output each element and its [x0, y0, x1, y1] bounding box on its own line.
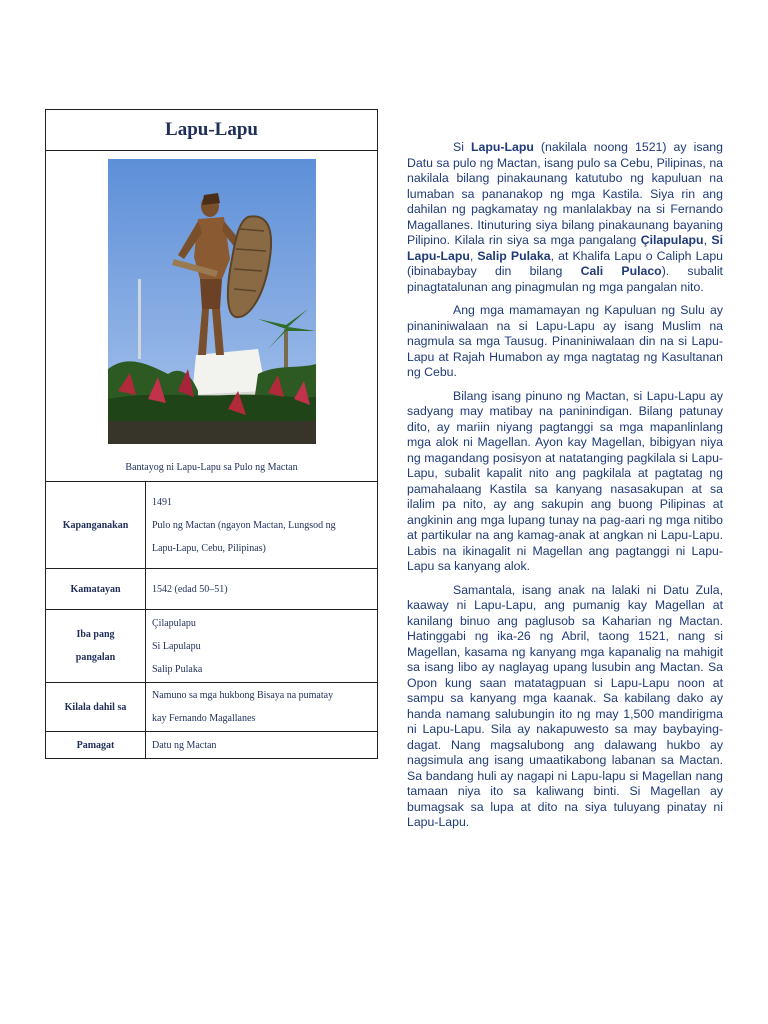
bold-name: Çilapulapu [640, 233, 704, 247]
row-value: Salip Pulaka [152, 663, 203, 675]
row-label: Kapanganakan [46, 482, 146, 568]
row-values [146, 683, 377, 731]
infobox-row-known-for [46, 683, 377, 732]
row-value: Çilapulapu [152, 617, 196, 629]
text-run: , [469, 248, 478, 263]
text-run: (nakilala noong 1521) ay isang Datu sa pulo ng Mactan, isang pulo sa Cebu, Pilipinas, na nakilala bilang pinakaunang katutubo ng kapuluan na lumaban sa pananakop ng mga Kastila. Siya rin ang dahilan ng pagkamatay ng manlalakbay na si Fernando Magallanes. Itinuturing siya bilang pinakaunang bayaning Pilipino. Kilala rin siya sa mga pangalang [407, 140, 723, 247]
row-values [146, 482, 377, 568]
row-label: Kamatayan [46, 569, 146, 609]
row-label-line: pangalan [75, 652, 116, 663]
row-value: Pulo ng Mactan (ngayon Mactan, Lungsod ng [152, 519, 336, 531]
bold-name: Salip Pulaka [477, 248, 551, 263]
statue-photo [108, 159, 316, 444]
row-label-line: Iba pang [76, 629, 115, 640]
row-value: Si Lapulapu [152, 640, 201, 652]
infobox-image-cell [46, 151, 377, 482]
text-run: ). subalit pinagtatalunan ang pinagmulan ng mga pangalan nito. [407, 264, 723, 294]
row-value: 1491 [152, 496, 172, 508]
infobox-row-other-names [46, 610, 377, 683]
paragraph-intro [407, 140, 723, 295]
paragraph-battle: Samantala, isang anak na lalaki ni Datu Zula, kaaway ni Lapu-Lapu, ang pumanig kay Magellan at kanilang binuo ang paglusob sa Kaharian ng Mactan. Hatinggabi ng ika-26 ng Abril, taong 1521, nang si Magellan, kasama ng kanyang mga kapanalig na mahigit sa isang libo ay naglayag upang lusubin ang Mactan. Sa Opon kung saan matatagpuan si Lapu-Lapu noon at sampu sa kanyang mga kaanak. Sa kabilang dako ay handa namang salubungin ito ng may 1,500 mandirigma ni Lapu-Lapu. Sila ay nakapuwesto sa may baybaying-dagat. Nang magsalubong ang dalawang hukbo ay nagsimula ang isang umaatikabong labanan sa Mactan. Sa bandang huli ay nagapi ni Lapu-lapu si Magellan nang tamaan niya ito sa kaliwang binti. Si Magellan ay bumagsak sa lupa at dito na siya tuluyang pinatay ni Lapu-Lapu. [407, 582, 723, 829]
text-run: Si [453, 140, 471, 154]
article-body [407, 140, 723, 839]
row-label: Kilala dahil sa [46, 683, 146, 731]
bold-name: Cali Pulaco [580, 264, 662, 278]
text-run: , [703, 233, 712, 247]
row-value: Namuno sa mga hukbong Bisaya na pumatay [152, 690, 334, 701]
row-values [146, 610, 377, 682]
row-values [146, 732, 377, 758]
infobox [45, 109, 378, 759]
row-value: Lapu-Lapu, Cebu, Pilipinas) [152, 542, 266, 554]
row-value: Datu ng Mactan [152, 739, 217, 751]
paragraph-leader: Bilang isang pinuno ng Mactan, si Lapu-Lapu ay sadyang may matibay na paninindigan. Bilang patunay dito, ay mariin niyang pagtanggi sa mga mapanlinlang mga alok ni Magellan. Ayon kay Magellan, bibigyan niya ng magandang posisyon at natatanging pagkilala si Lapu-Lapu, subalit kapalit nito ang pagkilala at pagtatag ng pamahalaang Kastila sa kanyang nasasakupan at sa ilalim pa nito, ay ang sakupin ang buong Pilipinas at angkinin ang mga lupang tunay na pag-aari ng mga nitibo at partikular na ang kamag-anak at angkan ni Lapu-Lapu. Labis na ikinagalit ni Magellan ang pagtanggi ni Lapu-Lapu sa kanyang alok. [407, 388, 723, 573]
row-values [146, 569, 377, 609]
row-label: Pamagat [46, 732, 146, 758]
infobox-row-title [46, 732, 377, 758]
bold-name: Lapu-Lapu [471, 140, 534, 154]
infobox-row-death [46, 569, 377, 610]
infobox-title: Lapu-Lapu [46, 110, 377, 151]
image-caption: Bantayog ni Lapu-Lapu sa Pulo ng Mactan [125, 462, 298, 473]
text-run: , at Khalifa Lapu o Caliph Lapu (ibinabaybay din bilang [407, 248, 723, 278]
paragraph-sulu: Ang mga mamamayan ng Kapuluan ng Sulu ay pinaniniwalaan na si Lapu-Lapu ay isang Muslim na nagmula sa mga Tausug. Pinaniniwalaan din na si Lapu-Lapu at Rajah Humabon ay mga nagtatag ng Kasultanan ng Cebu. [407, 303, 723, 379]
row-value: kay Fernando Magallanes [152, 713, 256, 724]
infobox-row-birth [46, 482, 377, 569]
bold-name: Si Lapu-Lapu [407, 233, 723, 263]
row-label [46, 610, 146, 682]
row-value: 1542 (edad 50–51) [152, 583, 228, 595]
